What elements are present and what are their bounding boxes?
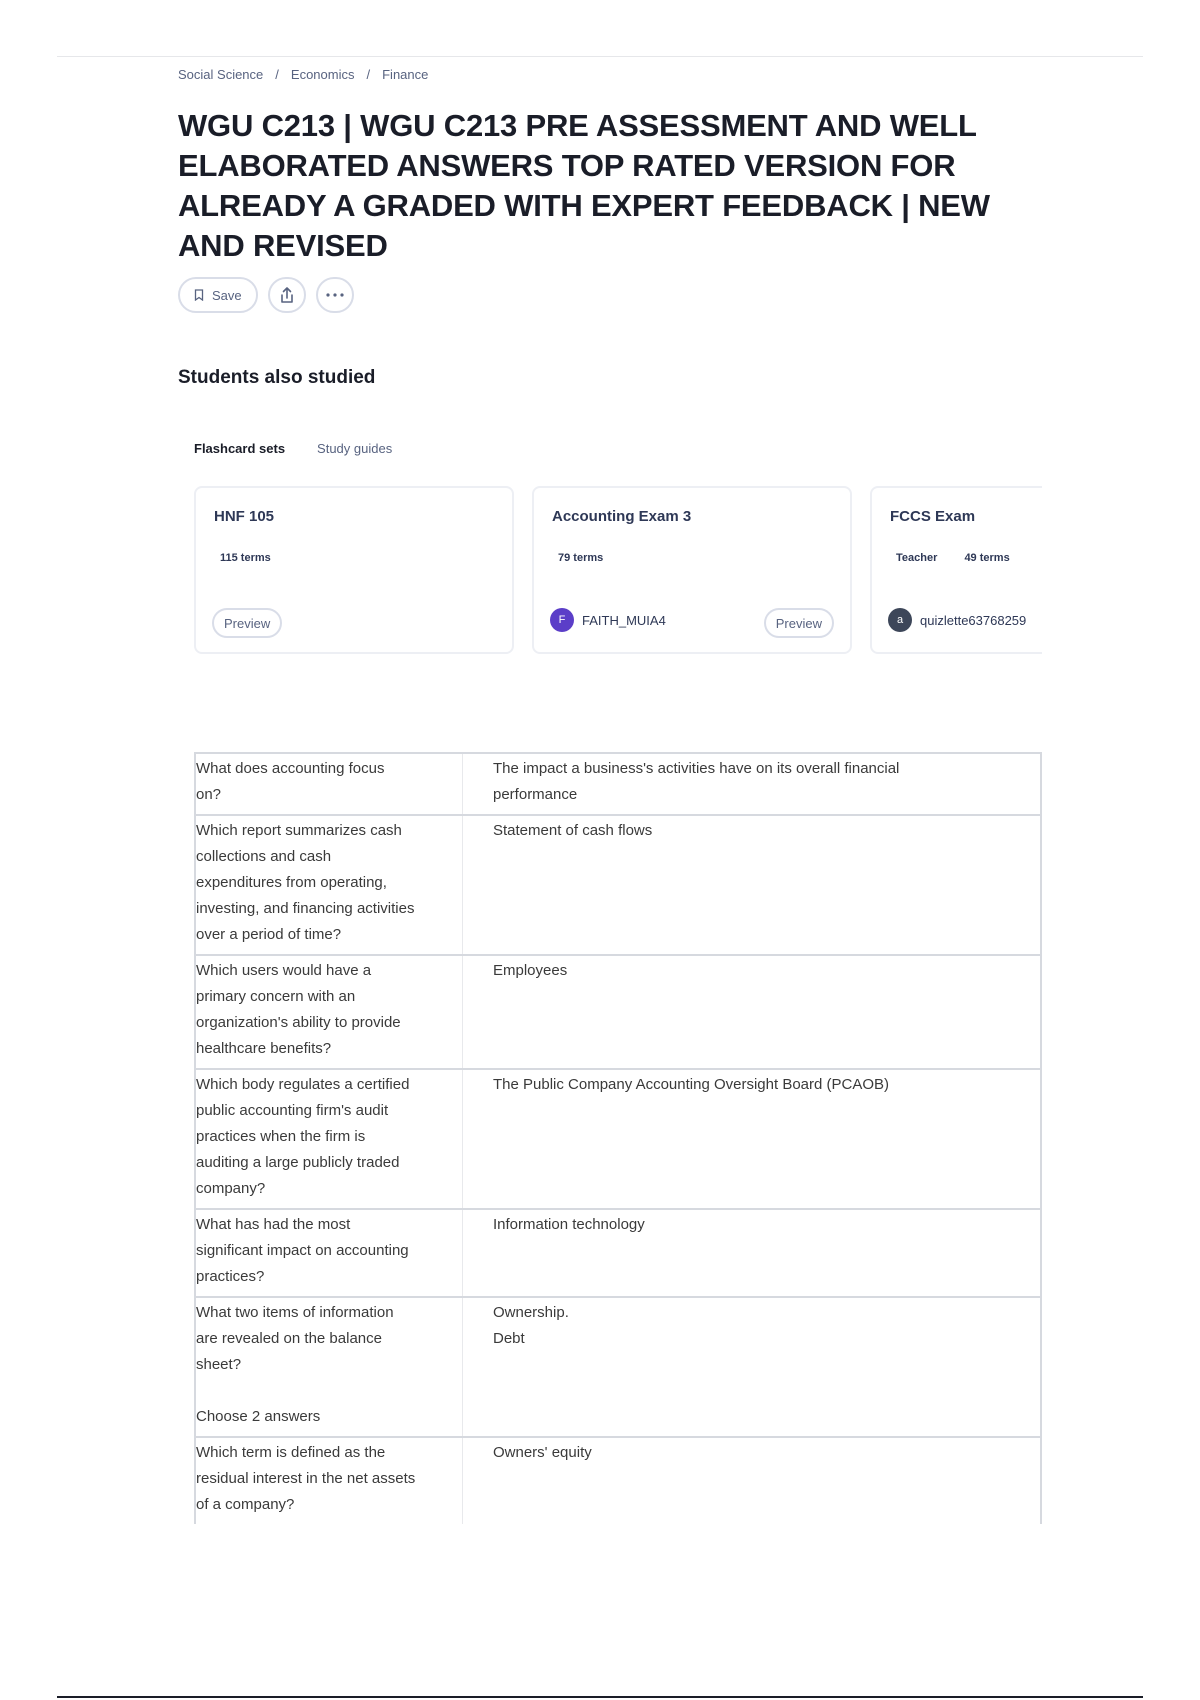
answer-text: Information technology — [493, 1216, 645, 1233]
question-text: collections and cash — [196, 848, 332, 865]
avatar: a — [888, 608, 912, 632]
page-bottom-margin — [0, 1543, 1200, 1700]
term-count: 49 terms — [964, 552, 1010, 564]
question-text: What does accounting focus — [196, 760, 385, 777]
table-row — [195, 955, 1041, 1069]
save-button-label: Save — [212, 287, 242, 303]
study-tabs — [194, 441, 392, 456]
answer-cell — [463, 1297, 1042, 1437]
question-text: over a period of time? — [196, 926, 342, 943]
table-row — [195, 1069, 1041, 1209]
study-card-fccs-exam[interactable] — [870, 486, 1042, 654]
card-title: HNF 105 — [214, 508, 275, 525]
more-options-button[interactable] — [316, 277, 354, 313]
bookmark-icon — [194, 289, 204, 301]
answer-text: Employees — [493, 962, 568, 979]
question-text: on? — [196, 786, 222, 803]
question-text: Choose 2 answers — [196, 1408, 321, 1425]
table-row — [195, 753, 1041, 815]
breadcrumb-finance[interactable]: Finance — [382, 67, 429, 82]
breadcrumb — [178, 67, 428, 82]
answer-cell — [463, 753, 1042, 815]
save-button[interactable] — [178, 277, 258, 313]
answer-text: Owners' equity — [493, 1444, 592, 1461]
breadcrumb-separator: / — [366, 67, 371, 82]
question-text: residual interest in the net assets — [196, 1470, 416, 1487]
question-cell — [195, 1437, 463, 1524]
question-text: Which users would have a — [196, 962, 372, 979]
share-icon — [279, 286, 295, 304]
answer-cell — [463, 1069, 1042, 1209]
preview-button[interactable]: Preview — [212, 608, 282, 638]
avatar: F — [550, 608, 574, 632]
term-count: 79 terms — [558, 552, 604, 564]
page-title: WGU C213 | WGU C213 PRE ASSESSMENT AND WELL ELABORATED ANSWERS TOP RATED VERSION FOR ALREADY A GRADED WITH EXPERT FEEDBACK | NEW AND REVISED — [178, 108, 990, 263]
question-text: Which report summarizes cash — [196, 822, 402, 839]
table-row — [195, 1209, 1041, 1297]
term-count: 115 terms — [220, 552, 271, 564]
question-text: significant impact on accounting — [196, 1242, 409, 1259]
card-title: Accounting Exam 3 — [552, 508, 692, 525]
breadcrumb-economics[interactable]: Economics — [290, 67, 355, 82]
tab-study-guides[interactable]: Study guides — [317, 441, 393, 456]
question-text: practices? — [196, 1268, 265, 1285]
answer-text: Statement of cash flows — [493, 822, 653, 839]
question-cell — [195, 1069, 463, 1209]
answer-cell — [463, 955, 1042, 1069]
question-text: company? — [196, 1180, 266, 1197]
question-text: investing, and financing activities — [196, 900, 415, 917]
teacher-badge: Teacher — [896, 552, 938, 564]
card-term-count — [220, 552, 271, 564]
card-term-count — [558, 552, 603, 564]
question-text: practices when the firm is — [196, 1128, 366, 1145]
card-author — [550, 608, 666, 632]
study-card-accounting-exam-3[interactable] — [532, 486, 852, 654]
question-text: What two items of information — [196, 1304, 394, 1321]
table-row — [195, 1297, 1041, 1437]
question-cell — [195, 1297, 463, 1437]
question-text: expenditures from operating, — [196, 874, 387, 891]
answer-cell — [463, 1437, 1042, 1524]
question-text: organization's ability to provide — [196, 1014, 401, 1031]
question-cell — [195, 955, 463, 1069]
answer-cell — [463, 815, 1042, 955]
bottom-divider — [57, 1696, 1143, 1698]
answer-text: performance — [493, 786, 578, 803]
question-text: of a company? — [196, 1496, 295, 1513]
table-row — [195, 815, 1041, 955]
ellipsis-icon — [326, 293, 344, 297]
students-also-studied-heading: Students also studied — [178, 367, 376, 388]
question-text: are revealed on the balance — [196, 1330, 382, 1347]
question-text: Which body regulates a certified — [196, 1076, 410, 1093]
question-cell — [195, 753, 463, 815]
card-title: FCCS Exam — [890, 508, 976, 525]
answer-text: The Public Company Accounting Oversight Board (PCAOB) — [493, 1076, 890, 1093]
question-cell — [195, 1209, 463, 1297]
answer-text: The impact a business's activities have on its overall financial — [493, 760, 900, 777]
share-button[interactable] — [268, 277, 306, 313]
question-text — [196, 1378, 452, 1404]
question-text: Which term is defined as the — [196, 1444, 386, 1461]
study-card-hnf-105[interactable] — [194, 486, 514, 654]
study-cards-carousel — [194, 486, 1042, 658]
card-author — [888, 608, 1026, 632]
qa-table — [194, 752, 1042, 1524]
table-row — [195, 1437, 1041, 1524]
author-name[interactable]: FAITH_MUIA4 — [582, 612, 666, 628]
top-divider — [57, 56, 1143, 57]
author-name[interactable]: quizlette63768259 — [920, 612, 1027, 628]
question-text: sheet? — [196, 1356, 242, 1373]
action-bar — [178, 277, 354, 313]
breadcrumb-social-science[interactable]: Social Science — [178, 67, 264, 82]
question-text: What has had the most — [196, 1216, 351, 1233]
answer-cell — [463, 1209, 1042, 1297]
breadcrumb-separator: / — [275, 67, 279, 82]
question-text: healthcare benefits? — [196, 1040, 332, 1057]
answer-text: Debt — [493, 1330, 525, 1347]
answer-text: Ownership. — [493, 1304, 569, 1321]
card-term-count — [896, 552, 1010, 564]
question-text: auditing a large publicly traded — [196, 1154, 400, 1171]
question-cell — [195, 815, 463, 955]
preview-button[interactable]: Preview — [764, 608, 834, 638]
question-text: primary concern with an — [196, 988, 356, 1005]
question-text: public accounting firm's audit — [196, 1102, 389, 1119]
tab-flashcard-sets[interactable]: Flashcard sets — [194, 441, 286, 456]
